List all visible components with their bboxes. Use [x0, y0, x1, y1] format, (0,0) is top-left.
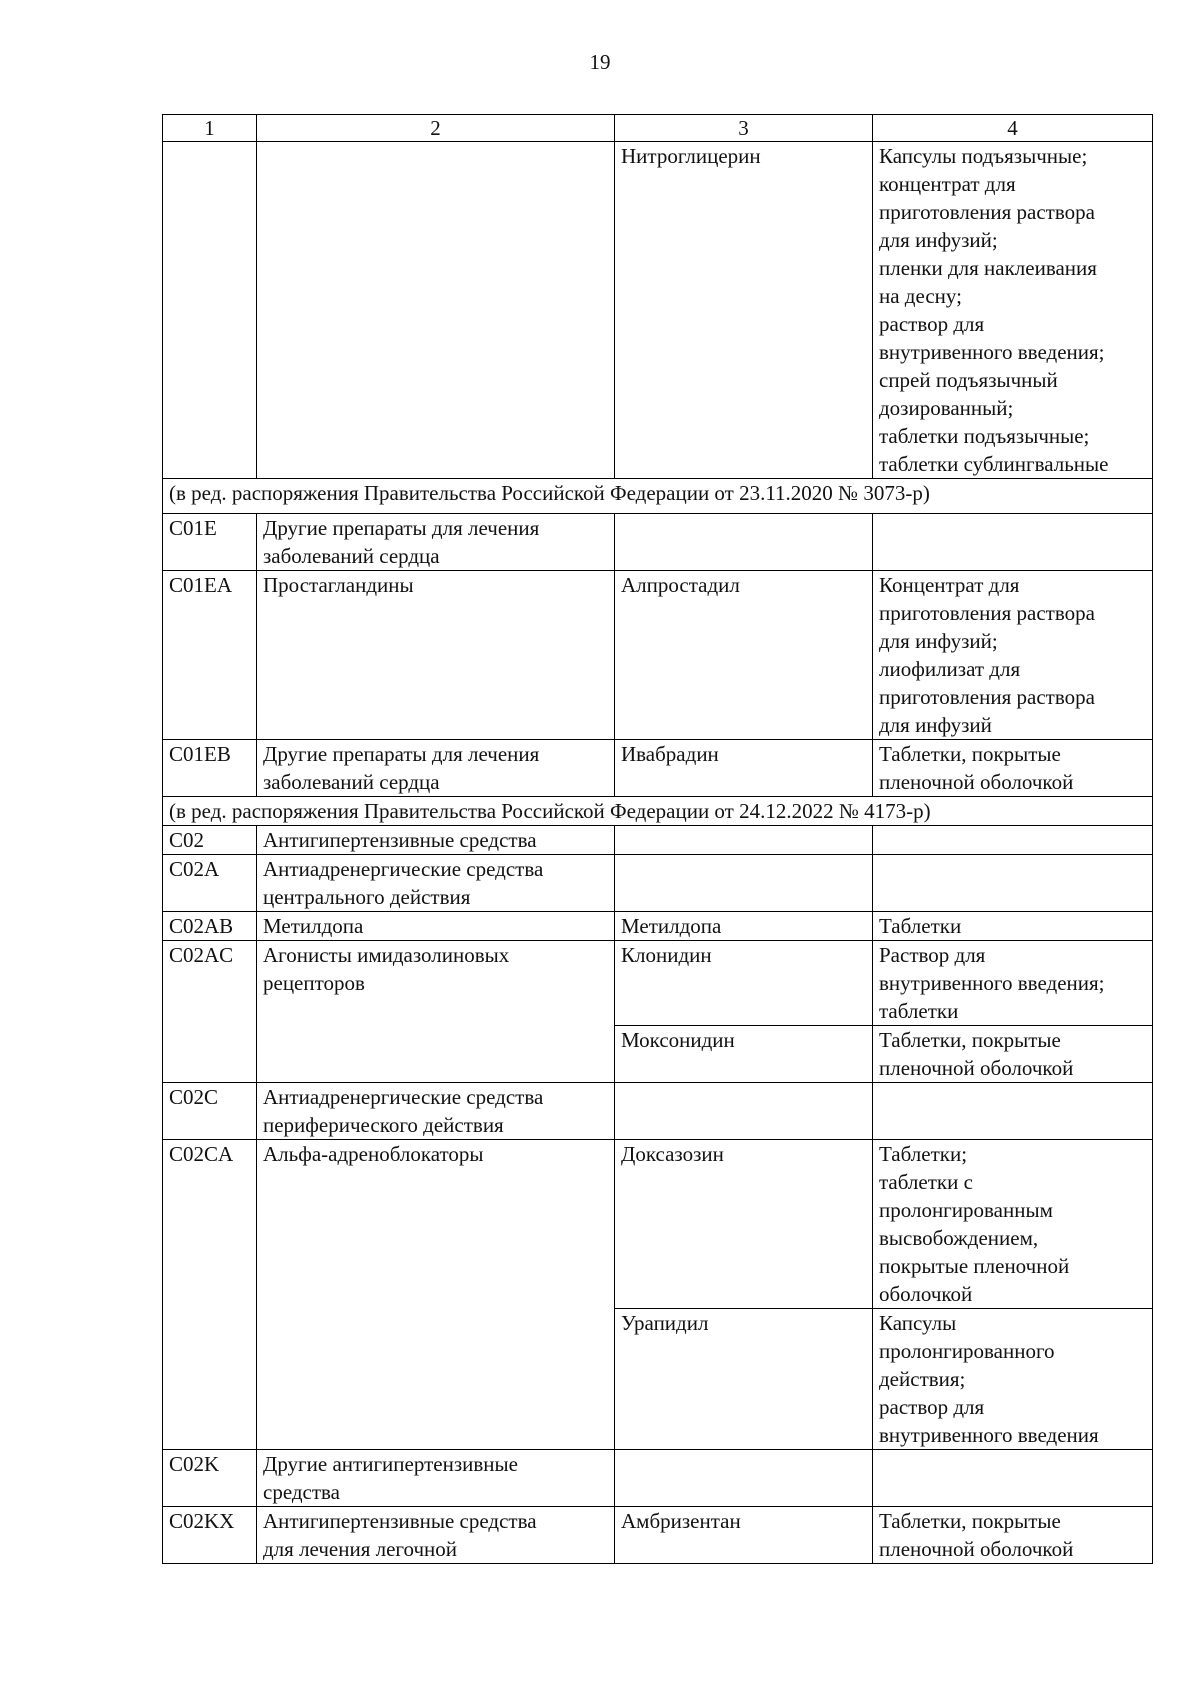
form-cell: Раствор для внутривенного введения; таблетки: [873, 941, 1153, 1026]
table-row: [163, 479, 1153, 514]
form-cell: Таблетки: [873, 912, 1153, 941]
code-cell: C02A: [163, 855, 257, 912]
table-row: [163, 1140, 1153, 1309]
form-cell: [873, 514, 1153, 571]
code-cell: C01E: [163, 514, 257, 571]
group-cell: Другие препараты для лечения заболеваний сердца: [257, 514, 615, 571]
group-cell: Антигипертензивные средства: [257, 826, 615, 855]
group-cell: Метилдопа: [257, 912, 615, 941]
amendment-note: (в ред. распоряжения Правительства Российской Федерации от 24.12.2022 № 4173-р): [163, 797, 1153, 826]
table-row: [163, 571, 1153, 740]
form-cell: Капсулы подъязычные; концентрат для приготовления раствора для инфузий; пленки для наклеивания на десну; раствор для внутривенного введения; спрей подъязычный дозированный; таблетки подъязычные; таблетки сублингвальные: [873, 142, 1153, 479]
code-cell: C02CA: [163, 1140, 257, 1450]
header-cell: 1: [163, 115, 257, 142]
group-cell: Антиадренергические средства периферического действия: [257, 1083, 615, 1140]
drug-cell: [615, 1083, 873, 1140]
drug-cell: Метилдопа: [615, 912, 873, 941]
table-row: [163, 514, 1153, 571]
group-cell: Альфа-адреноблокаторы: [257, 1140, 615, 1450]
group-cell: Агонисты имидазолиновых рецепторов: [257, 941, 615, 1083]
drug-cell: Алпростадил: [615, 571, 873, 740]
code-cell: C02K: [163, 1450, 257, 1507]
drug-cell: Нитроглицерин: [615, 142, 873, 479]
code-cell: C02KX: [163, 1507, 257, 1564]
table-row: [163, 740, 1153, 797]
table-row: [163, 1450, 1153, 1507]
table-row: [163, 1083, 1153, 1140]
code-cell: C02AB: [163, 912, 257, 941]
drug-cell: [615, 514, 873, 571]
table-row: [163, 826, 1153, 855]
form-cell: Концентрат для приготовления раствора для инфузий; лиофилизат для приготовления раствора для инфузий: [873, 571, 1153, 740]
drug-cell: Доксазозин: [615, 1140, 873, 1309]
code-cell: [163, 142, 257, 479]
table-row: [163, 1507, 1153, 1564]
header-cell: 2: [257, 115, 615, 142]
table-row: [163, 142, 1153, 479]
form-cell: Капсулы пролонгированного действия; раствор для внутривенного введения: [873, 1309, 1153, 1450]
table-header-row: [163, 115, 1153, 142]
code-cell: C02C: [163, 1083, 257, 1140]
code-cell: C02AC: [163, 941, 257, 1083]
form-cell: Таблетки; таблетки с пролонгированным высвобождением, покрытые пленочной оболочкой: [873, 1140, 1153, 1309]
group-cell: [257, 142, 615, 479]
group-cell: Другие препараты для лечения заболеваний сердца: [257, 740, 615, 797]
group-cell: Антиадренергические средства центрального действия: [257, 855, 615, 912]
drug-cell: [615, 855, 873, 912]
form-cell: [873, 1450, 1153, 1507]
amendment-note: (в ред. распоряжения Правительства Российской Федерации от 23.11.2020 № 3073-р): [163, 479, 1153, 514]
drug-cell: Амбризентан: [615, 1507, 873, 1564]
drug-cell: [615, 826, 873, 855]
medication-table: [162, 114, 1153, 1564]
group-cell: Антигипертензивные средства для лечения легочной: [257, 1507, 615, 1564]
code-cell: C02: [163, 826, 257, 855]
code-cell: C01EB: [163, 740, 257, 797]
code-cell: C01EA: [163, 571, 257, 740]
header-cell: 3: [615, 115, 873, 142]
group-cell: Простагландины: [257, 571, 615, 740]
drug-cell: [615, 1450, 873, 1507]
form-cell: [873, 826, 1153, 855]
form-cell: Таблетки, покрытые пленочной оболочкой: [873, 740, 1153, 797]
table-row: [163, 797, 1153, 826]
group-cell: Другие антигипертензивные средства: [257, 1450, 615, 1507]
page-number: 19: [589, 50, 611, 74]
drug-cell: Урапидил: [615, 1309, 873, 1450]
form-cell: Таблетки, покрытые пленочной оболочкой: [873, 1507, 1153, 1564]
table-row: [163, 941, 1153, 1026]
drug-cell: Клонидин: [615, 941, 873, 1026]
drug-cell: Моксонидин: [615, 1026, 873, 1083]
table-row: [163, 855, 1153, 912]
drug-cell: Ивабрадин: [615, 740, 873, 797]
header-cell: 4: [873, 115, 1153, 142]
form-cell: Таблетки, покрытые пленочной оболочкой: [873, 1026, 1153, 1083]
form-cell: [873, 1083, 1153, 1140]
table-row: [163, 912, 1153, 941]
form-cell: [873, 855, 1153, 912]
